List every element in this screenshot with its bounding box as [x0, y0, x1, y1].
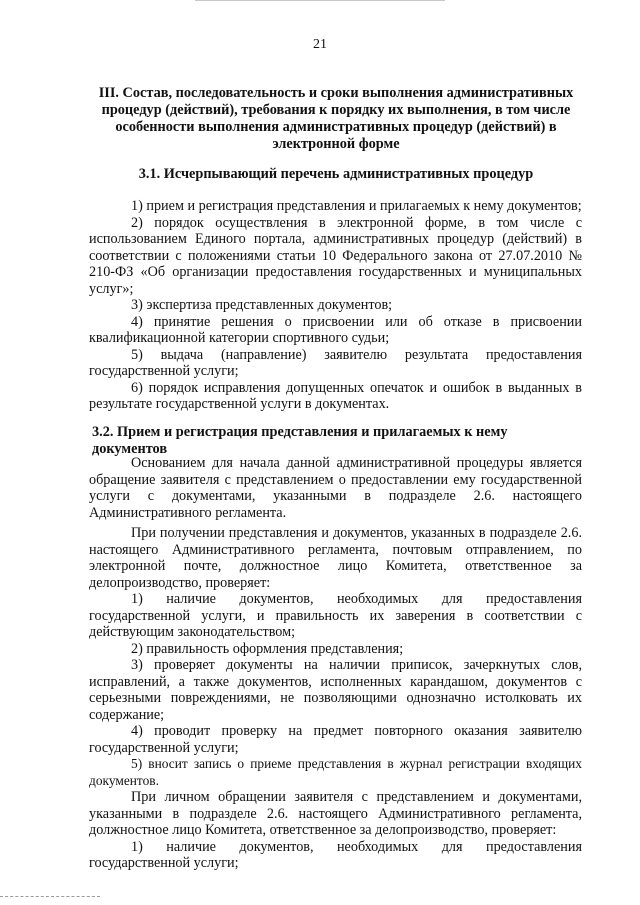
- list-item: 2) правильность оформления представления;: [131, 640, 404, 657]
- list-item: 5) вносит запись о приеме представления в журнал регистрации входящих документов.: [89, 756, 582, 788]
- list-item: 4) принятие решения о присвоении или об отказе в присвоении квалификационной категории спортивного судьи;: [89, 313, 582, 346]
- list-item: 1) наличие документов, необходимых для предоставления государственной услуги;: [89, 838, 582, 871]
- list-item: 3) проверяет документы на наличии приписок, зачеркнутых слов, исправлений, а также документов, исполненных карандашом, документов с серьезными повреждениями, не позволяющими однозначно истолковать их содержание;: [89, 657, 582, 723]
- scan-bottom-mark: [0, 896, 100, 899]
- procedures-list: [89, 198, 582, 413]
- page-number: 21: [313, 37, 327, 52]
- section-3-title: III. Состав, последовательность и сроки выполнения административных процедур (действий), требования к порядку их выполнения, в том числе особенности выполнения административных процедур (действий) в электронной форме: [98, 85, 574, 152]
- paragraph: При личном обращении заявителя с представлением и документами, указанными в подразделе 2.6. настоящего Административного регламента, должностное лицо Комитета, ответственное за делопроизводство, проверяет:: [89, 789, 582, 838]
- list-item: 4) проводит проверку на предмет повторного оказания заявителю государственной услуги;: [89, 723, 582, 756]
- list-item: 6) порядок исправления допущенных опечаток и ошибок в выданных в результате государственной услуги в документах.: [89, 379, 582, 412]
- subsection-3-2-title: 3.2. Прием и регистрация представления и прилагаемых к нему документов: [92, 424, 508, 457]
- list-item: 1) прием и регистрация представления и прилагаемых к нему документов;: [131, 198, 582, 214]
- paragraph: При получении представления и документов, указанных в подразделе 2.6. настоящего Административного регламента, почтовым отправлением, по электронной почте, должностное лицо Комитета, ответственное за делопроизводство, проверяет:: [89, 525, 582, 591]
- paragraph: Основанием для начала данной административной процедуры является обращение заявителя с представлением о предоставлении ему государственной услуги с документами, указанными в подразделе 2.6. настоящего Административного регламента.: [89, 455, 582, 521]
- list-item: 3) экспертиза представленных документов;: [131, 297, 393, 313]
- list-item: 2) порядок осуществления в электронной форме, в том числе с использованием Единого портала, административных процедур (действий) в соответствии с положениями статьи 10 Федерального закона от 27.07.2010 № 210-ФЗ «Об организации предоставления государственных и муниципальных услуг»;: [89, 214, 582, 297]
- subsection-3-1-title: 3.1. Исчерпывающий перечень административных процедур: [138, 166, 534, 182]
- subsection-3-2-body: [89, 455, 582, 872]
- scan-top-edge: [195, 0, 445, 3]
- list-item: 1) наличие документов, необходимых для предоставления государственной услуги, и правильность их заверения в соответствии с действующим законодательством;: [89, 591, 582, 640]
- list-item: 5) выдача (направление) заявителю результата предоставления государственной услуги;: [89, 346, 582, 379]
